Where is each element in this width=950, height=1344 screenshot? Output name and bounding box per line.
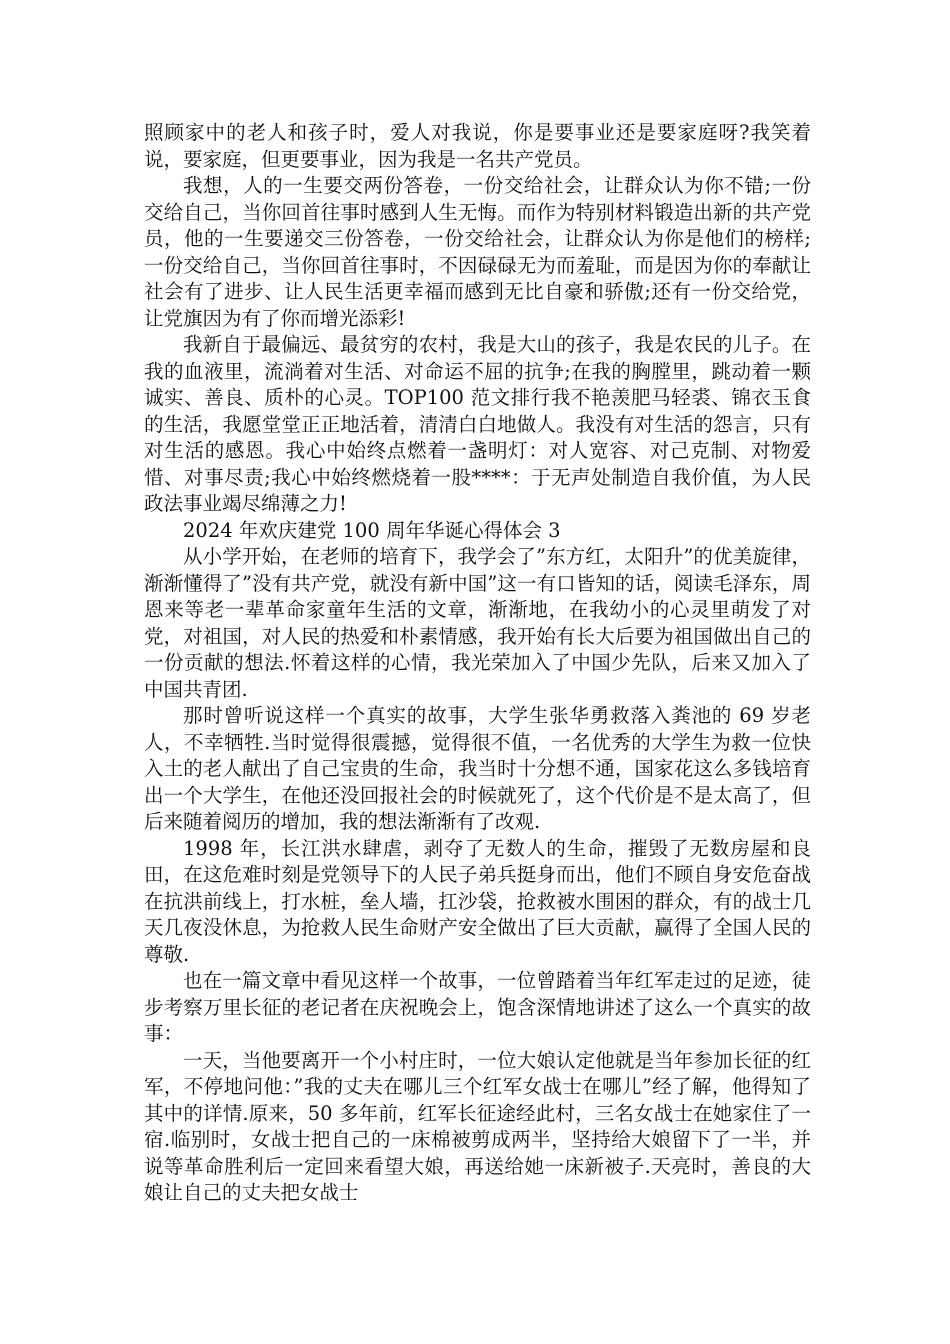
document-page	[144, 120, 811, 1207]
section-heading: 2024 年欢庆建党 100 周年华诞心得体会 3	[183, 518, 561, 542]
paragraph-8: 一天，当他要离开一个小村庄时，一位大娘认定他就是当年参加长征的红军，不停地问他：”我的丈夫在哪儿三个红军女战士在哪儿”经了解，他得知了其中的详情.原来，50 多年前，红军长征途经此村，三名女战士在她家住了一宿.临别时，女战士把自己的一床棉被剪成两半，坚持给大娘留下了一半，并说等革命胜利后一定回来看望大娘，再送给她一床新被子.天亮时，善良的大娘让自己的丈夫把女战士	[144, 1048, 811, 1204]
paragraph-2: 我想，人的一生要交两份答卷，一份交给社会，让群众认为你不错;一份交给自己，当你回首往事时感到人生无悔。而作为特别材料锻造出新的共产党员，他的一生要递交三份答卷，一份交给社会，让群众认为你是他们的榜样;一份交给自己，当你回首往事时，不因碌碌无为而羞耻，而是因为你的奉献让社会有了进步、让人民生活更幸福而感到无比自豪和骄傲;还有一份交给党，让党旗因为有了你而增光添彩!	[144, 174, 811, 330]
paragraph-7: 也在一篇文章中看见这样一个故事，一位曾踏着当年红军走过的足迹，徒步考察万里长征的老记者在庆祝晚会上，饱含深情地讲述了这么一个真实的故事：	[144, 969, 811, 1045]
paragraph-1: 照顾家中的老人和孩子时，爱人对我说，你是要事业还是要家庭呀?我笑着说，要家庭，但更要事业，因为我是一名共产党员。	[144, 121, 811, 171]
paragraph-6: 1998 年，长江洪水肆虐，剥夺了无数人的生命，摧毁了无数房屋和良田，在这危难时刻是党领导下的人民子弟兵挺身而出，他们不顾自身安危奋战在抗洪前线上，打水桩，垒人墙，扛沙袋，抢救被水围困的群众，有的战士几天几夜没休息，为抢救人民生命财产安全做出了巨大贡献，赢得了全国人民的尊敬.	[144, 836, 811, 966]
paragraph-5: 那时曾听说这样一个真实的故事，大学生张华勇救落入粪池的 69 岁老人，不幸牺牲.当时觉得很震撼，觉得很不值，一名优秀的大学生为救一位快入土的老人献出了自己宝贵的生命，我当时十分想不通，国家花这么多钱培育出一个大学生，在他还没回报社会的时候就死了，这个代价是不是太高了，但后来随着阅历的增加，我的想法渐渐有了改观.	[144, 704, 811, 833]
paragraph-4: 从小学开始，在老师的培育下，我学会了”东方红，太阳升”的优美旋律，渐渐懂得了”没有共产党，就没有新中国”这一有口皆知的话，阅读毛泽东，周恩来等老一辈革命家童年生活的文章，渐渐地，在我幼小的心灵里萌发了对党，对祖国，对人民的热爱和朴素情感，我开始有长大后要为祖国做出自己的一份贡献的想法.怀着这样的心情，我光荣加入了中国少先队，后来又加入了中国共青团.	[144, 545, 811, 701]
paragraph-3: 我新自于最偏远、最贫穷的农村，我是大山的孩子，我是农民的儿子。在我的血液里，流淌着对生活、对命运不屈的抗争;在我的胸膛里，跳动着一颗诚实、善良、质朴的心灵。TOP100 范文排行我不艳羡肥马轻裘、锦衣玉食的生活，我愿堂堂正正地活着，清清白白地做人。我没有对生活的怨言，只有对生活的感恩。我心中始终点燃着一盏明灯：对人宽容、对己克制、对物爱惜、对事尽责;我心中始终燃烧着一股****：于无声处制造自我价值，为人民政法事业竭尽绵薄之力!	[144, 333, 811, 515]
